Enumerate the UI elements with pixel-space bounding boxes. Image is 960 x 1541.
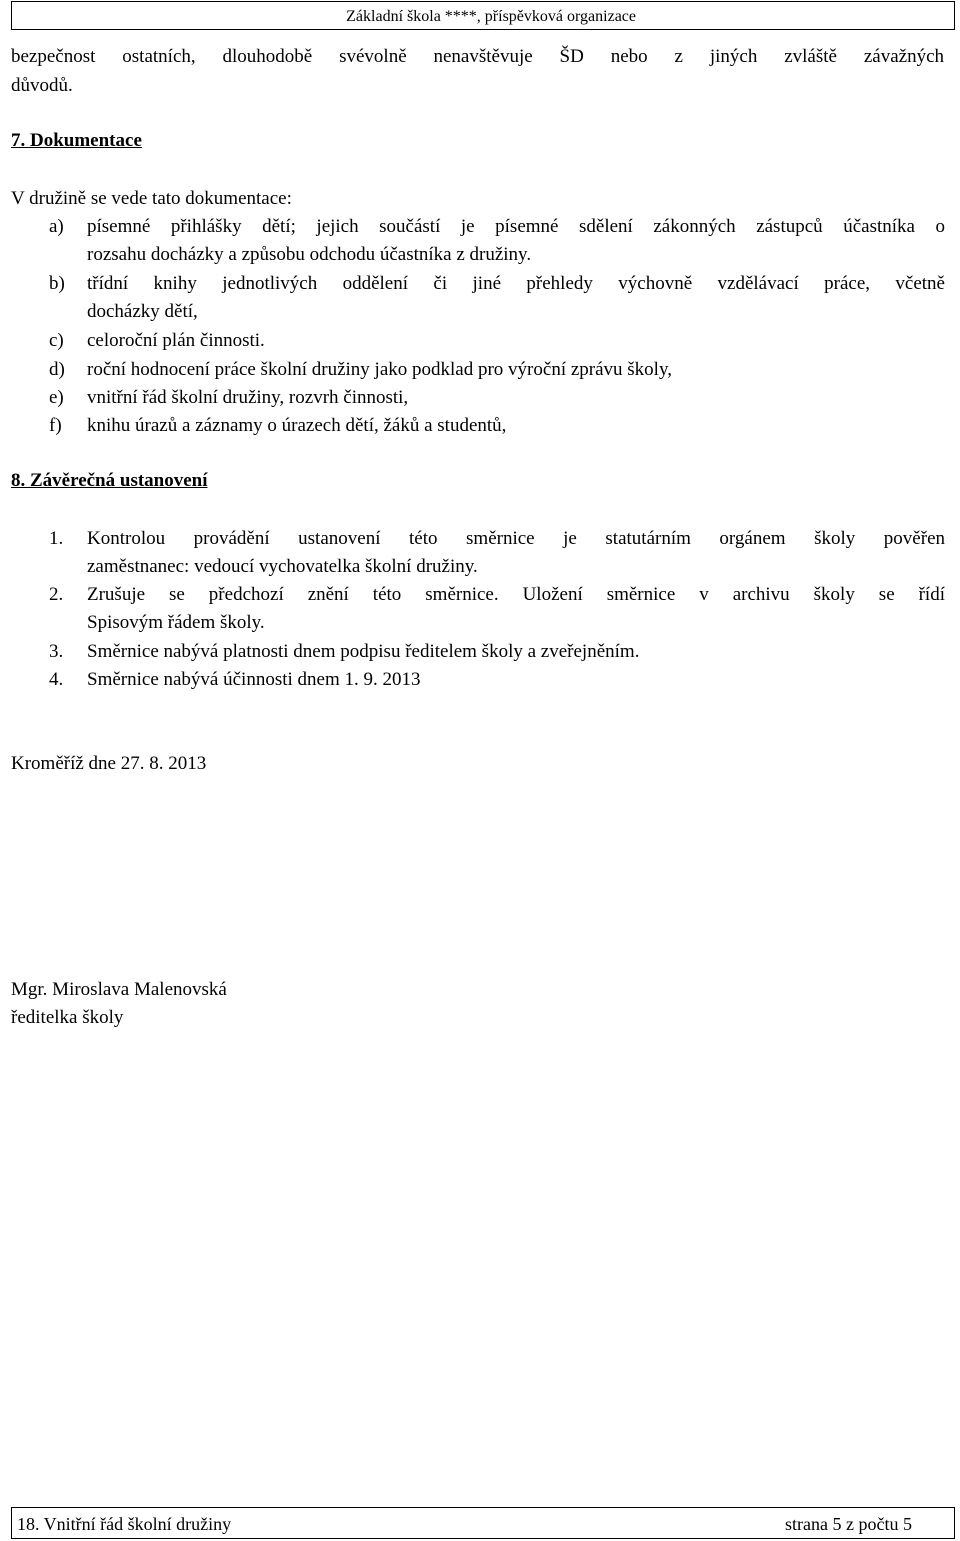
list-item bbox=[0, 581, 960, 637]
page-footer bbox=[11, 1507, 955, 1539]
list-item-line-2: Spisovým řádem školy. bbox=[87, 612, 265, 633]
list-item bbox=[0, 525, 960, 581]
list-item-line-1: písemné přihlášky dětí; jejich součástí je písemné sdělení zákonných zástupců účastníka o bbox=[87, 216, 945, 237]
intro-line-2: důvodů. bbox=[11, 75, 73, 96]
page-header bbox=[11, 1, 955, 30]
list-marker: a) bbox=[49, 216, 64, 237]
list-item-line-2: rozsahu docházky a způsobu odchodu účastníka z družiny. bbox=[87, 244, 532, 265]
list-marker: 1. bbox=[49, 528, 64, 549]
list-item-line-1: Zrušuje se předchozí znění této směrnice. Uložení směrnice v archivu školy se řídí bbox=[87, 584, 945, 605]
list-item-line-1: celoroční plán činnosti. bbox=[87, 330, 265, 351]
footer-page-number: strana 5 z počtu 5 bbox=[785, 1514, 912, 1534]
footer-document-title: 18. Vnitřní řád školní družiny bbox=[17, 1514, 232, 1534]
list-item bbox=[0, 213, 960, 269]
list-marker: 3. bbox=[49, 641, 64, 662]
list-marker: b) bbox=[49, 273, 65, 294]
list-marker: d) bbox=[49, 359, 65, 380]
list-item-line-1: knihu úrazů a záznamy o úrazech dětí, žáků a studentů, bbox=[87, 415, 507, 436]
list-marker: e) bbox=[49, 387, 64, 408]
list-marker: c) bbox=[49, 330, 64, 351]
list-item-line-1: Směrnice nabývá účinnosti dnem 1. 9. 2013 bbox=[87, 669, 421, 690]
list-marker: 4. bbox=[49, 669, 64, 690]
signatory-title: ředitelka školy bbox=[11, 1007, 124, 1028]
section-7-heading: 7. Dokumentace bbox=[11, 130, 142, 151]
section-7-lead: V družině se vede tato dokumentace: bbox=[11, 188, 292, 209]
intro-line-1: bezpečnost ostatních, dlouhodobě svévolně nenavštěvuje ŠD nebo z jiných zvláště závažných bbox=[11, 46, 944, 67]
header-school-name: Základní škola ****, příspěvková organizace bbox=[346, 8, 636, 25]
list-item-line-1: Směrnice nabývá platnosti dnem podpisu ředitelem školy a zveřejněním. bbox=[87, 641, 640, 662]
list-item-line-2: zaměstnanec: vedoucí vychovatelka školní družiny. bbox=[87, 556, 478, 577]
list-item-line-1: třídní knihy jednotlivých oddělení či jiné přehledy výchovně vzdělávací práce, včetně bbox=[87, 273, 945, 294]
signatory-name: Mgr. Miroslava Malenovská bbox=[11, 979, 227, 1000]
list-item-line-1: vnitřní řád školní družiny, rozvrh činnosti, bbox=[87, 387, 409, 408]
place-date: Kroměříž dne 27. 8. 2013 bbox=[11, 753, 207, 774]
list-item-line-1: roční hodnocení práce školní družiny jako podklad pro výroční zprávu školy, bbox=[87, 359, 672, 380]
list-marker: 2. bbox=[49, 584, 64, 605]
list-item-line-1: Kontrolou provádění ustanovení této směrnice je statutárním orgánem školy pověřen bbox=[87, 528, 945, 549]
list-item-line-2: docházky dětí, bbox=[87, 301, 198, 322]
section-8-heading: 8. Závěrečná ustanovení bbox=[11, 470, 208, 491]
list-item bbox=[0, 270, 960, 326]
list-marker: f) bbox=[49, 415, 62, 436]
